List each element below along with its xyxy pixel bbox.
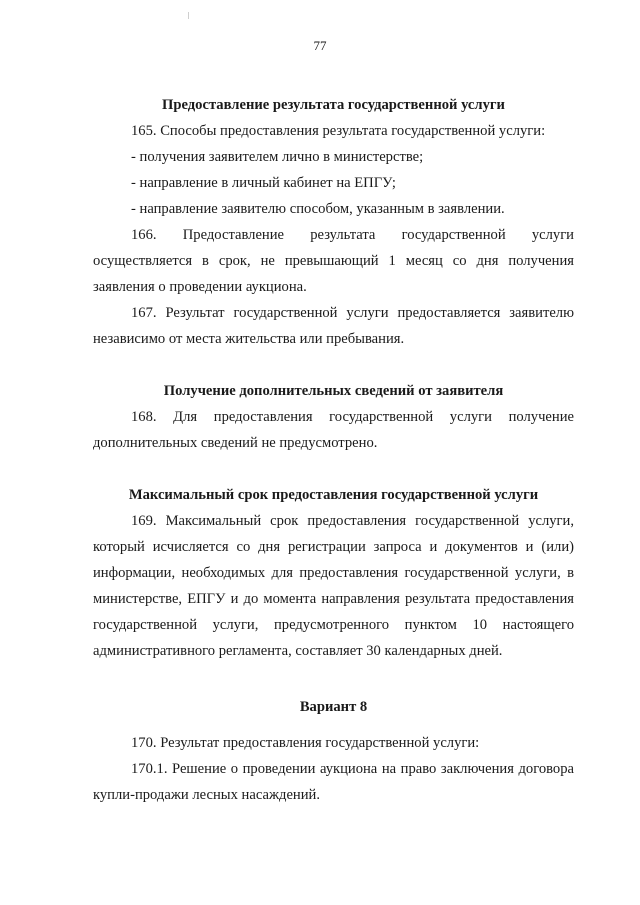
section-heading-additional-info: Получение дополнительных сведений от заявителя — [163, 383, 504, 399]
paragraph-166: 166. Предоставление результата государственной услуги осуществляется в срок, не превышающий 1 месяц со дня получения заявления о проведении аукциона. — [93, 227, 574, 295]
paragraph-170-1: 170.1. Решение о проведении аукциона на право заключения договора купли-продажи лесных насаждений. — [93, 761, 574, 803]
section-heading-max-term: Максимальный срок предоставления государственной услуги — [128, 487, 539, 503]
paragraph-165: 165. Способы предоставления результата государственной услуги: — [131, 123, 546, 139]
scan-mark — [188, 12, 189, 19]
list-item-in-person: - получения заявителем лично в министерстве; — [131, 149, 424, 165]
section-heading-result: Предоставление результата государственной услуги — [162, 97, 505, 113]
paragraph-169: 169. Максимальный срок предоставления государственной услуги, который исчисляется со дня регистрации запроса и документов и (или) информации, необходимых для предоставления государственной услуги, в министерстве, ЕПГУ и до момента направления результата предоставления государственной услуги, предусмотренного пунктом 10 настоящего административного регламента, составляет 30 календарных дней. — [93, 513, 574, 659]
document-body — [93, 92, 574, 808]
section-heading-variant-8: Вариант 8 — [299, 699, 368, 715]
paragraph-168: 168. Для предоставления государственной услуги получение дополнительных сведений не предусмотрено. — [93, 409, 574, 451]
paragraph-167: 167. Результат государственной услуги предоставляется заявителю независимо от места жительства или пребывания. — [93, 305, 574, 347]
page-number: 77 — [313, 38, 327, 53]
list-item-epgu-cabinet: - направление в личный кабинет на ЕПГУ; — [131, 175, 396, 191]
paragraph-170: 170. Результат предоставления государственной услуги: — [131, 735, 480, 751]
list-item-by-method: - направление заявителю способом, указанным в заявлении. — [131, 201, 505, 217]
